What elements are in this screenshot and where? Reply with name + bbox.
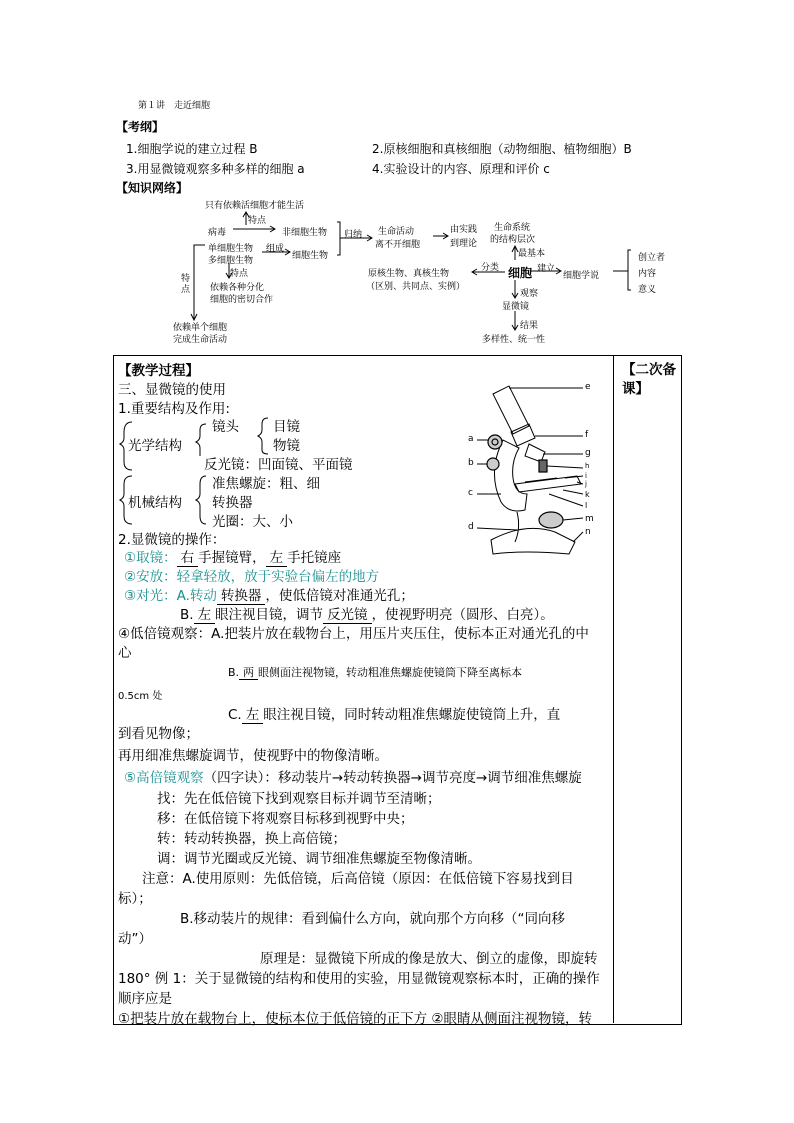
net-founder: 创立者 <box>638 253 666 263</box>
table-divider <box>613 355 614 1023</box>
net-observe: 观察 <box>520 289 539 299</box>
take-b: 手握镜臂， <box>198 550 266 566</box>
take-line <box>124 546 341 566</box>
light-e: 左 <box>194 607 216 624</box>
low-line-j: 到看见物像； <box>118 726 199 742</box>
low-g: C. <box>228 707 242 723</box>
teaching-heading: 【教学过程】 <box>118 363 199 379</box>
net-rely-single: 依赖单个细胞 <box>173 323 228 333</box>
ms-label-m: m <box>585 514 594 524</box>
low-d: 两 <box>239 666 258 680</box>
light-f: 眼注视目镜，调节 <box>215 607 324 623</box>
ms-label-j: j <box>585 480 587 488</box>
network-heading: 【知识网络】 <box>116 181 189 195</box>
focus-label: 准焦螺旋：粗、细 <box>212 476 320 492</box>
ms-label-f: f <box>585 430 589 440</box>
section-title: 三、显微镜的使用 <box>118 382 226 398</box>
s1-title: 1.重要结构及作用: <box>118 401 230 417</box>
take-label: ①取镜： <box>124 550 177 566</box>
light-b: 转换器 <box>217 588 266 605</box>
low-line-g <box>228 703 560 723</box>
net-single-cell: 单细胞生物 <box>208 244 254 254</box>
outline-item-2: 2.原核细胞和真核细胞（动物细胞、植物细胞）B <box>372 142 632 156</box>
low-e: 眼侧面注视物镜，转动粗准焦螺旋使镜筒下降至离标本 <box>258 666 523 679</box>
lesson-title: 第１讲 走近细胞 <box>138 101 211 111</box>
low-c: B. <box>228 666 240 679</box>
net-feature-v: 特点 <box>181 274 191 295</box>
ms-label-g: g <box>585 448 591 458</box>
net-pro-euk: 原核生物、真核生物 <box>368 269 450 279</box>
example-line-c: ①把装片放在载物台上，使标本位于低倍镜的正下方 ②眼睛从侧面注视物镜，转 <box>118 1011 592 1027</box>
net-induce: 归纳 <box>344 230 363 240</box>
adjust-line: 调：调节光圈或反光镜、调节细准焦螺旋至物像清晰。 <box>157 851 481 867</box>
high-line <box>124 766 582 786</box>
net-cell: 细胞 <box>508 266 533 280</box>
objective-label: 物镜 <box>273 438 300 454</box>
low-i: 眼注视目镜，同时转动粗准焦螺旋使镜筒上升，直 <box>263 707 561 723</box>
net-struct-level: 的结构层次 <box>490 235 536 245</box>
low-h: 左 <box>242 707 264 724</box>
microscope-illustration <box>465 382 605 562</box>
outline-heading: 【考纲】 <box>116 120 165 134</box>
outline-item-1: 1.细胞学说的建立过程 B <box>126 142 258 156</box>
net-microscope: 显微镜 <box>502 302 530 312</box>
note-line-d: 动”） <box>118 931 152 947</box>
net-close-coop: 细胞的密切合作 <box>210 295 274 305</box>
low-line-c <box>228 664 522 680</box>
ms-label-n: n <box>585 527 591 537</box>
ms-label-k: k <box>585 490 590 499</box>
fine-line: 再用细准焦螺旋调节，使视野中的物像清晰。 <box>118 748 388 764</box>
side-heading: 【二次备课】 <box>622 362 676 397</box>
low-line-a: ④低倍镜观察：A.把装片放在载物台上，用压片夹压住，使标本正对通光孔的中 <box>118 626 589 642</box>
ms-label-c: c <box>468 488 473 498</box>
lens-label: 镜头 <box>212 419 239 435</box>
net-result: 结果 <box>520 321 539 331</box>
ms-label-a: a <box>468 434 474 444</box>
structure-braces <box>118 412 278 532</box>
example-line-a: 180° 例 1：关于显微镜的结构和使用的实验，用显微镜观察标本时，正确的操作 <box>118 971 600 987</box>
find-line: 找：先在低倍镜下找到观察目标并调节至清晰； <box>157 791 441 807</box>
net-only-depend: 只有依赖活细胞才能生活 <box>205 201 305 211</box>
turn-line: 转：转动转换器，换上高倍镜； <box>157 831 346 847</box>
net-rely-diff: 依赖各种分化 <box>210 283 265 293</box>
net-diversity: 多样性、统一性 <box>482 335 546 345</box>
net-life-sys: 生命系统 <box>494 223 531 233</box>
net-virus: 病毒 <box>208 228 227 238</box>
eyepiece-label: 目镜 <box>273 419 300 435</box>
ms-label-l: l <box>585 501 588 510</box>
outline-item-4: 4.实验设计的内容、原理和评价 c <box>372 162 550 176</box>
net-feature-1: 特点 <box>248 216 267 226</box>
mechanical-label: 机械结构 <box>128 495 182 511</box>
s2-title: 2.显微镜的操作： <box>118 532 226 548</box>
net-cell-theory: 细胞学说 <box>563 271 600 281</box>
ms-label-e: e <box>585 382 591 392</box>
net-most-basic: 最基本 <box>518 249 546 259</box>
net-non-cell: 非细胞生物 <box>282 228 328 238</box>
net-complete: 完成生命活动 <box>173 335 228 345</box>
net-meaning: 意义 <box>638 285 657 295</box>
net-cell-org: 细胞生物 <box>292 251 329 261</box>
net-feature-2: 特点 <box>230 269 249 279</box>
light-h: ，使视野明亮（圆形、白亮）。 <box>371 607 554 623</box>
ms-label-b: b <box>468 458 474 468</box>
light-c: ，使低倍镜对准通光孔； <box>265 588 414 604</box>
low-line-b: 心 <box>118 645 132 661</box>
move-line: 移：在低倍镜下将观察目标移到视野中央； <box>157 811 414 827</box>
light-line-b <box>180 603 554 623</box>
low-line-f: 0.5cm 处 <box>118 691 163 702</box>
outline-item-3: 3.用显微镜观察多种多样的细胞 a <box>126 162 305 176</box>
net-not-leave: 离不开细胞 <box>375 240 421 250</box>
mirror-label: 反光镜：凹面镜、平面镜 <box>204 457 353 473</box>
net-from-practice: 由实践 <box>450 225 478 235</box>
high-a: ⑤高倍镜观察 <box>124 770 204 786</box>
example-line-b: 顺序应是 <box>118 991 172 1007</box>
take-a: 右 <box>177 550 199 567</box>
take-d: 手托镜座 <box>287 550 342 566</box>
network-lines <box>0 0 794 360</box>
aperture-label: 光圈：大、小 <box>212 514 293 530</box>
ms-label-d: d <box>468 522 474 532</box>
principle-line: 原理是：显微镜下所成的像是放大、倒立的虚像，即旋转 <box>260 951 598 967</box>
net-establish: 建立 <box>537 264 556 274</box>
light-g: 反光镜 <box>323 607 372 624</box>
light-line-a <box>124 584 414 604</box>
ms-label-i: i <box>585 472 587 480</box>
place-line: ②安放：轻拿轻放，放于实验台偏左的地方 <box>124 569 380 585</box>
note-line-b: 标）； <box>118 891 152 907</box>
net-compose: 组成 <box>266 244 285 254</box>
net-content: 内容 <box>638 269 657 279</box>
net-multi-cell: 多细胞生物 <box>208 256 254 266</box>
note-line-a: 注意：A.使用原则：先低倍镜，后高倍镜（原因：在低倍镜下容易找到目 <box>142 871 574 887</box>
net-to-theory: 到理论 <box>450 239 478 249</box>
light-a: ③对光：A.转动 <box>124 588 217 604</box>
converter-label: 转换器 <box>212 495 253 511</box>
high-b: （四字诀）：移动装片→转动转换器→调节亮度→调节细准焦螺旋 <box>203 770 582 786</box>
note-line-c: B.移动装片的规律：看到偏什么方向，就向那个方向移（“同向移 <box>180 911 566 927</box>
net-diff: （区别、共同点、实例） <box>366 282 466 292</box>
light-d: B. <box>180 607 194 623</box>
take-c: 左 <box>266 550 288 567</box>
net-classify: 分类 <box>481 263 500 273</box>
ms-label-h: h <box>585 462 590 470</box>
optical-label: 光学结构 <box>128 438 182 454</box>
net-life-act: 生命活动 <box>378 227 415 237</box>
